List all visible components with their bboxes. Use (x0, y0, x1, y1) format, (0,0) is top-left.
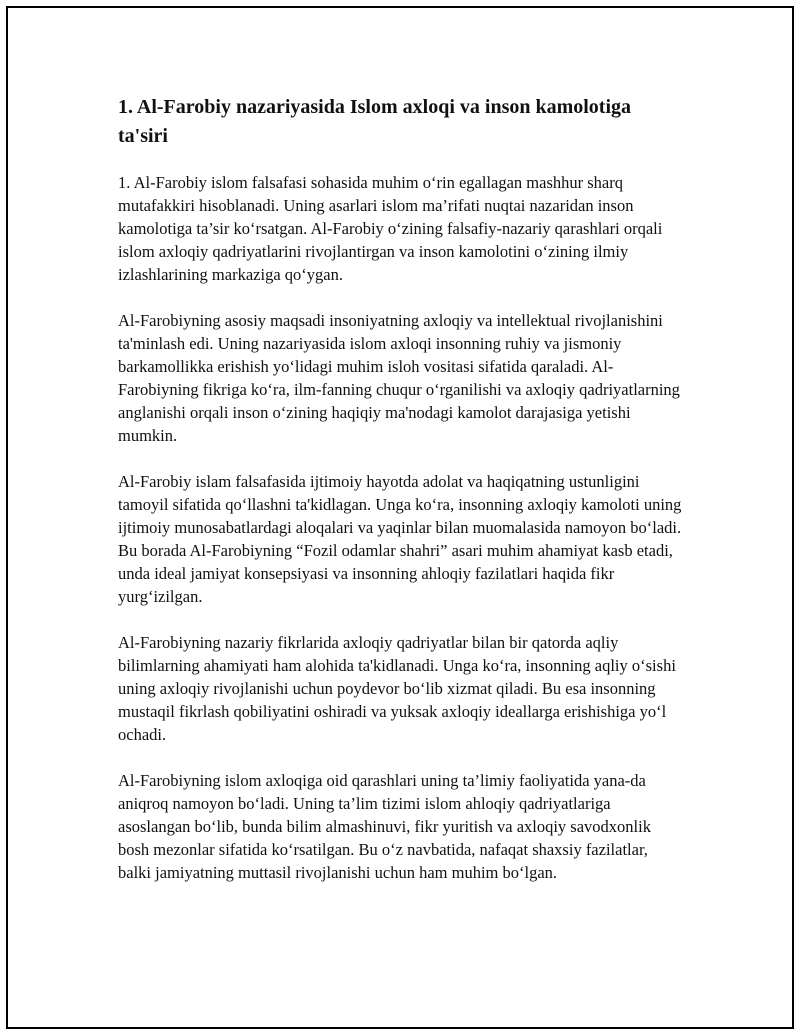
paragraph-1: 1. Al-Farobiy islom falsafasi sohasida muhim o‘rin egallagan mashhur sharq mutafakkiri hisoblanadi. Uning asarlari islom ma’rifati nuqtai nazaridan inson kamolotiga ta’sir ko‘rsatgan. Al-Farobiy o‘zining falsafiy-nazariy qarashlari orqali islom axloqiy qadriyatlarini rivojlantirgan va inson kamolotini o‘zining ilmiy izlashlarining markaziga qo‘ygan. (118, 173, 663, 284)
paragraph-3: Al-Farobiy islam falsafasida ijtimoiy hayotda adolat va haqiqatning ustunligini tamoyil sifatida qo‘llashni ta'kidlagan. Unga ko‘ra, insonning axloqiy kamoloti uning ijtimoiy munosabatlardagi aloqalari va yaqinlar bilan muomalasida namoyon bo‘ladi. Bu borada Al-Farobiyning “Fozil odamlar shahri” asari muhim ahamiyat kasb etadi, unda ideal jamiyat konsepsiyasi va insonning ahloqiy fazilatlari haqida fikr yurg‘izilgan. (118, 472, 682, 606)
paragraph-5: Al-Farobiyning islom axloqiga oid qarashlari uning ta’limiy faoliyatida yana-da aniqroq namoyon bo‘ladi. Uning ta’lim tizimi islom ahloqiy qadriyatlariga asoslangan bo‘lib, bunda bilim almashinuvi, fikr yuritish va axloqiy savodxonlik bosh mezonlar sifatida ko‘rsatilgan. Bu o‘z navbatida, nafaqat shaxsiy fazilatlar, balki jamiyatning muttasil rivojlanishi uchun ham muhim bo‘lgan. (118, 771, 651, 882)
document-body (118, 93, 684, 907)
paragraph-4: Al-Farobiyning nazariy fikrlarida axloqiy qadriyatlar bilan bir qatorda aqliy bilimlarning ahamiyati ham alohida ta'kidlanadi. Unga ko‘ra, insonning aqliy o‘sishi uning axloqiy rivojlanishi uchun poydevor bo‘lib xizmat qiladi. Bu esa insonning mustaqil fikrlash qobiliyatini oshiradi va yuksak axloqiy ideallarga erishishiga yo‘l ochadi. (118, 633, 676, 744)
paragraph-2: Al-Farobiyning asosiy maqsadi insoniyatning axloqiy va intellektual rivojlanishini ta'minlash edi. Uning nazariyasida islom axloqi insonning ruhiy va jismoniy barkamollikka erishish yo‘lidagi muhim isloh vositasi sifatida qaraladi. Al-Farobiyning fikriga ko‘ra, ilm-fanning chuqur o‘rganilishi va axloqiy qadriyatlarning anglanishi orqali inson o‘zining haqiqiy ma'nodagi kamolot darajasiga yetishi mumkin. (118, 311, 680, 445)
document-title: 1. Al-Farobiy nazariyasida Islom axloqi va inson kamolotiga ta'siri (118, 96, 632, 147)
